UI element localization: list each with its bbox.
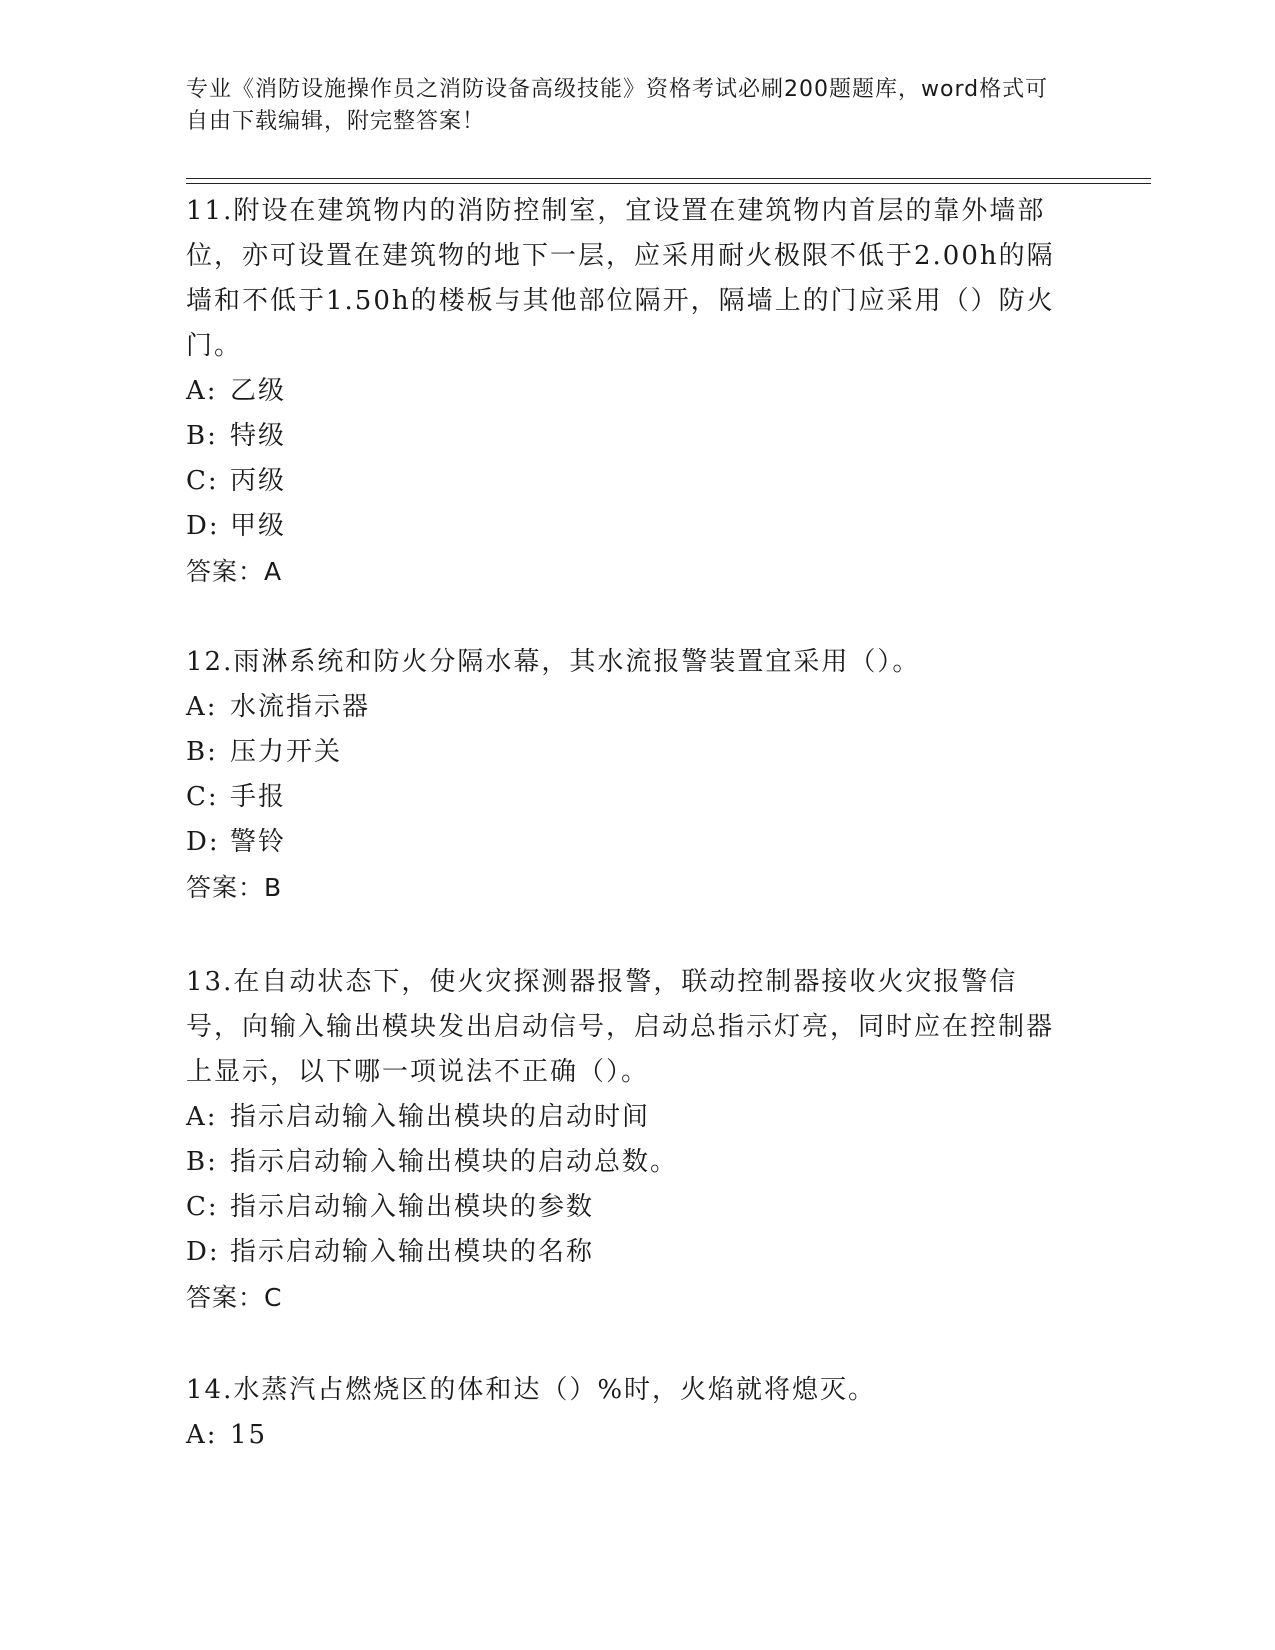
option-text: 甲级 bbox=[230, 511, 287, 541]
answer-line: 答案：C bbox=[186, 1283, 283, 1312]
question-13 bbox=[186, 960, 1066, 1320]
option-text: 指示启动输入输出模块的参数 bbox=[230, 1192, 595, 1222]
option-key: D: bbox=[186, 511, 220, 541]
answer-line: 答案：A bbox=[186, 557, 283, 586]
question-stem: 13.在自动状态下，使火灾探测器报警，联动控制器接收火灾报警信号，向输入输出模块发出启动信号，启动总指示灯亮，同时应在控制器上显示，以下哪一项说法不正确（）。 bbox=[186, 967, 1055, 1087]
header-divider-bottom bbox=[186, 183, 1151, 184]
option-d bbox=[186, 820, 1066, 865]
question-14 bbox=[186, 1368, 1066, 1458]
option-text: 指示启动输入输出模块的启动总数。 bbox=[230, 1147, 679, 1177]
option-text: 压力开关 bbox=[230, 737, 343, 767]
option-key: B: bbox=[186, 1147, 218, 1177]
option-b bbox=[186, 1140, 1066, 1185]
option-d bbox=[186, 504, 1066, 549]
option-key: C: bbox=[186, 1192, 219, 1222]
option-key: C: bbox=[186, 782, 219, 812]
option-a bbox=[186, 685, 1066, 730]
question-11 bbox=[186, 189, 1066, 594]
option-text: 水流指示器 bbox=[230, 692, 371, 722]
header-divider-top bbox=[186, 178, 1151, 179]
answer-line: 答案：B bbox=[186, 873, 283, 902]
option-c bbox=[186, 459, 1066, 504]
question-stem: 14.水蒸汽占燃烧区的体和达（）%时，火焰就将熄灭。 bbox=[186, 1375, 877, 1405]
document-header: 专业《消防设施操作员之消防设备高级技能》资格考试必刷200题题库，word格式可自由下载编辑，附完整答案！ bbox=[186, 77, 1049, 134]
option-key: B: bbox=[186, 737, 218, 767]
option-key: A: bbox=[186, 1102, 218, 1132]
question-stem: 12.雨淋系统和防火分隔水幕，其水流报警装置宜采用（）。 bbox=[186, 647, 921, 677]
option-key: C: bbox=[186, 466, 219, 496]
option-text: 15 bbox=[230, 1420, 268, 1450]
option-key: B: bbox=[186, 421, 218, 451]
option-text: 手报 bbox=[230, 782, 287, 812]
option-text: 警铃 bbox=[230, 827, 287, 857]
option-a bbox=[186, 1413, 1066, 1458]
option-a bbox=[186, 1095, 1066, 1140]
option-c bbox=[186, 1185, 1066, 1230]
option-key: A: bbox=[186, 1420, 218, 1450]
option-b bbox=[186, 730, 1066, 775]
option-text: 指示启动输入输出模块的启动时间 bbox=[230, 1102, 651, 1132]
option-key: D: bbox=[186, 827, 220, 857]
option-c bbox=[186, 775, 1066, 820]
question-stem: 11.附设在建筑物内的消防控制室，宜设置在建筑物内首层的靠外墙部位，亦可设置在建筑物的地下一层，应采用耐火极限不低于2.00h的隔墙和不低于1.50h的楼板与其他部位隔开，隔墙上的门应采用（）防火门。 bbox=[186, 196, 1055, 361]
option-d bbox=[186, 1230, 1066, 1275]
option-text: 丙级 bbox=[230, 466, 287, 496]
option-key: A: bbox=[186, 376, 218, 406]
question-12 bbox=[186, 640, 1066, 910]
option-a bbox=[186, 369, 1066, 414]
option-b bbox=[186, 414, 1066, 459]
option-text: 指示启动输入输出模块的名称 bbox=[230, 1237, 595, 1267]
option-key: A: bbox=[186, 692, 218, 722]
option-key: D: bbox=[186, 1237, 220, 1267]
option-text: 特级 bbox=[230, 421, 287, 451]
option-text: 乙级 bbox=[230, 376, 287, 406]
